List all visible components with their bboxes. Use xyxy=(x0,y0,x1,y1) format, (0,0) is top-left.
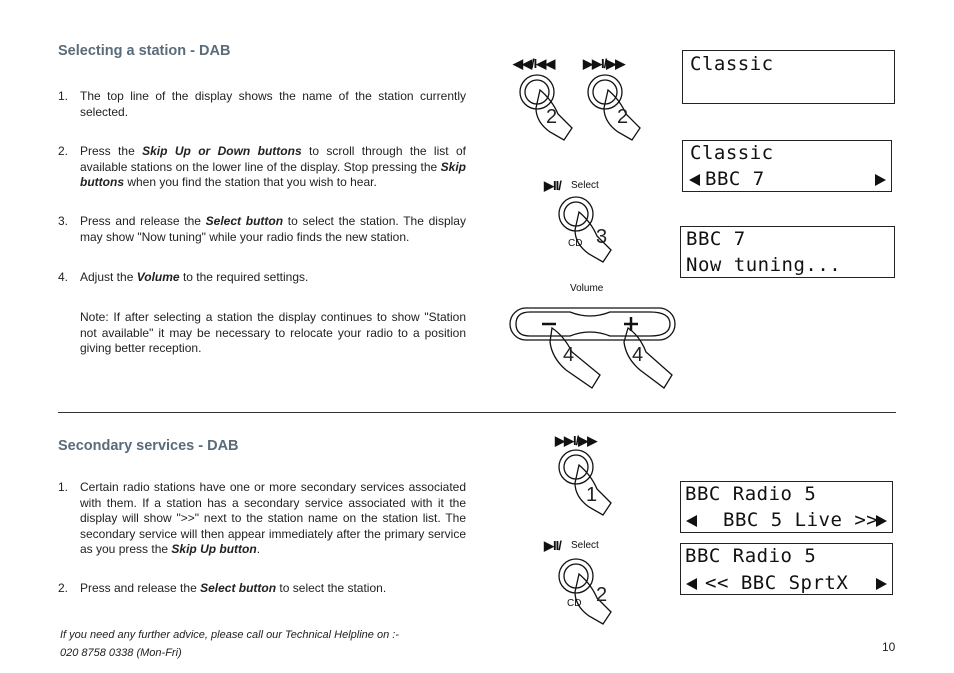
lcd-display xyxy=(682,140,892,192)
section-title: Selecting a station - DAB xyxy=(58,43,231,59)
lcd-display xyxy=(680,226,895,278)
lcd-line-1: BBC 7 xyxy=(686,228,746,250)
item-number: 2. xyxy=(58,581,69,595)
lcd-line-1: BBC Radio 5 xyxy=(685,483,817,505)
left-arrow-icon xyxy=(686,515,697,527)
lcd-display xyxy=(682,50,895,104)
item-text: Certain radio stations have one or more secondary services associated with them. If a station has a secondary service associated with it the display will show ">>" next to the station name on the station list. The secondary service will then appear immediately after the primary service as you press the Skip Up button. xyxy=(80,480,466,556)
lcd-line-2: Now tuning... xyxy=(686,254,842,276)
select-label: Select xyxy=(571,180,599,191)
right-arrow-icon xyxy=(876,515,887,527)
volume-label: Volume xyxy=(570,283,604,294)
item-number: 4. xyxy=(58,270,69,284)
item-number: 3. xyxy=(58,214,69,228)
lcd-line-2: << BBC SprtX xyxy=(705,572,849,594)
play-pause-symbol: ▶II/ xyxy=(544,538,561,553)
left-arrow-icon xyxy=(689,174,700,186)
lcd-line-2: BBC 5 Live >> xyxy=(723,509,879,531)
item-number: 1. xyxy=(58,480,69,494)
lcd-display xyxy=(680,543,893,595)
item-number: 1. xyxy=(58,89,69,103)
page-number: 10 xyxy=(882,640,896,654)
item-number: 2. xyxy=(58,144,69,158)
lcd-line-1: BBC Radio 5 xyxy=(685,545,817,567)
skip-down-symbol: ◀◀/I◀◀ xyxy=(513,56,555,71)
lcd-line-2: BBC 7 xyxy=(705,168,765,190)
skip-up-symbol: ▶▶I/▶▶ xyxy=(555,433,597,448)
item-text: Press the Skip Up or Down buttons to scroll through the list of available stations on the lower line of the display. Stop pressing the Skip buttons when you find the station that you wish to hear. xyxy=(80,144,466,189)
select-label: Select xyxy=(571,540,599,551)
item-text: The top line of the display shows the name of the station currently selected. xyxy=(80,89,466,119)
helpline-number: 020 8758 0338 (Mon-Fri) xyxy=(60,647,182,659)
lcd-line-1: Classic xyxy=(690,142,774,164)
step-number: 2 xyxy=(546,106,558,128)
right-arrow-icon xyxy=(876,578,887,590)
section-divider xyxy=(58,412,896,413)
step-number: 2 xyxy=(596,584,608,606)
step-number: 2 xyxy=(617,106,629,128)
left-arrow-icon xyxy=(686,578,697,590)
lcd-line-1: Classic xyxy=(690,53,774,75)
cd-label: CD xyxy=(567,598,582,609)
button-press-illustrations xyxy=(500,70,680,630)
play-pause-symbol: ▶II/ xyxy=(544,178,561,193)
note-text: Note: If after selecting a station the display continues to show "Station not available" it may be necessary to relocate your radio to a position giving better reception. xyxy=(80,310,466,355)
item-text: Adjust the Volume to the required settings. xyxy=(80,270,309,284)
section-title: Secondary services - DAB xyxy=(58,438,239,454)
lcd-display xyxy=(680,481,893,533)
item-text: Press and release the Select button to select the station. xyxy=(80,581,387,595)
helpline-text: If you need any further advice, please call our Technical Helpline on :- xyxy=(60,629,399,641)
item-text: Press and release the Select button to select the station. The display may show "Now tuning" while your radio finds the new station. xyxy=(80,214,466,244)
step-number: 4 xyxy=(563,344,575,366)
step-number: 1 xyxy=(586,484,598,506)
right-arrow-icon xyxy=(875,174,886,186)
skip-up-symbol: ▶▶I/▶▶ xyxy=(583,56,625,71)
step-number: 4 xyxy=(632,344,644,366)
step-number: 3 xyxy=(596,226,608,248)
cd-label: CD xyxy=(568,238,583,249)
